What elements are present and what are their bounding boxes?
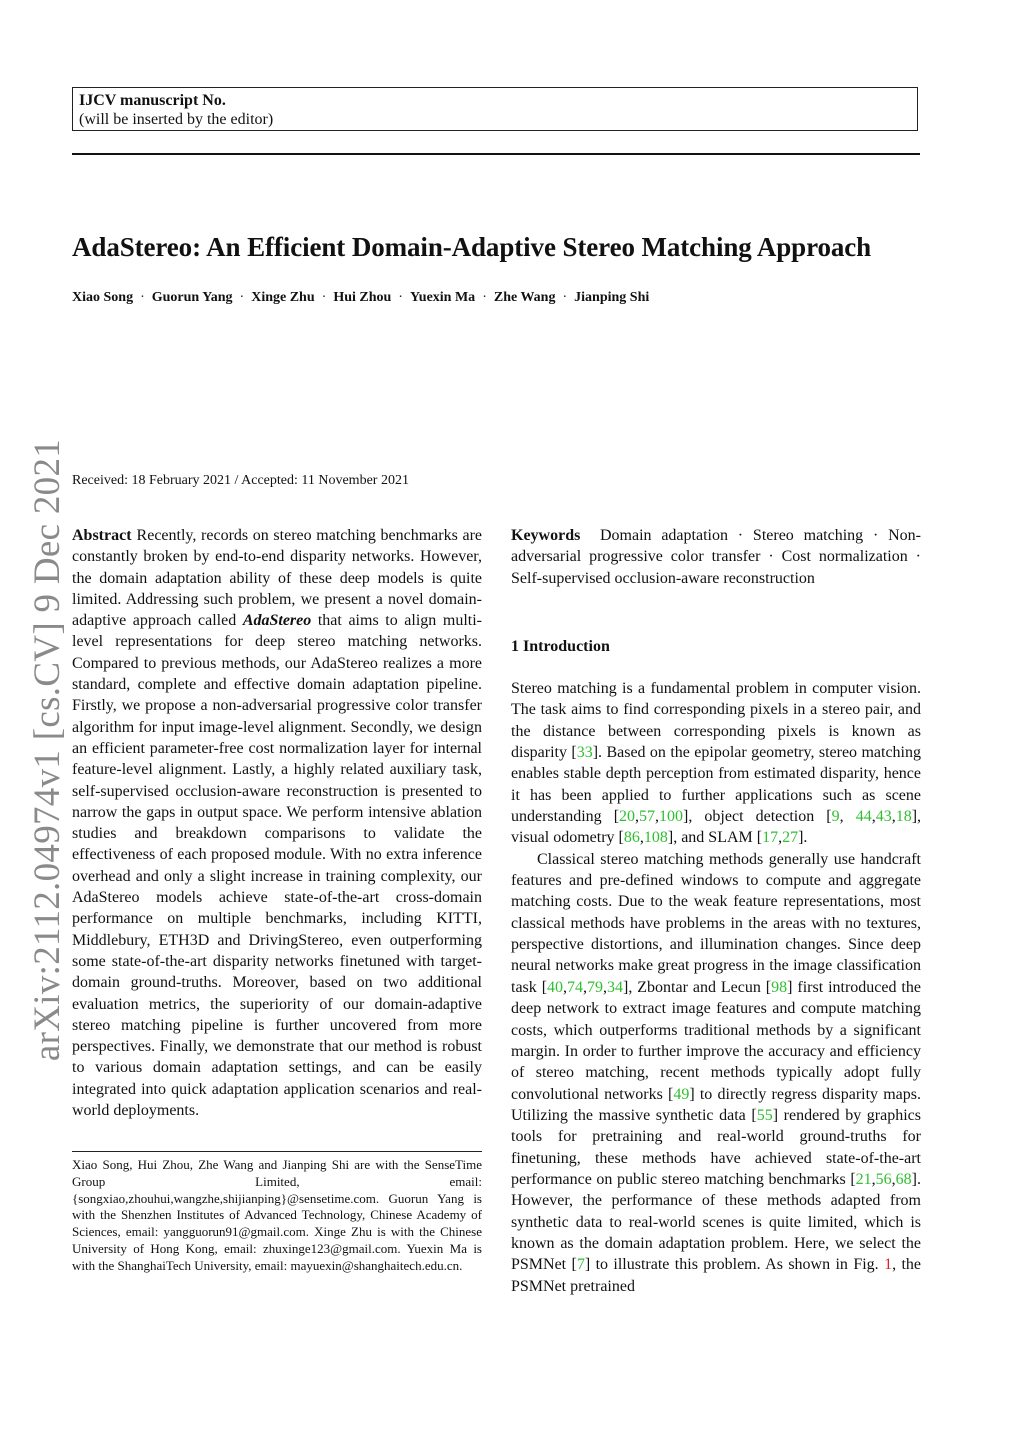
citation-link[interactable]: 68 (895, 1170, 912, 1188)
author: Zhe Wang (493, 290, 556, 305)
author: Jianping Shi (574, 290, 650, 305)
intro-text-run: , (635, 808, 640, 826)
abstract-section (72, 525, 482, 1121)
citation-link[interactable]: 33 (576, 744, 593, 762)
intro-text-run: , (871, 808, 876, 826)
manuscript-label: IJCV manuscript No. (79, 92, 226, 109)
received-date: Received: 18 February 2021 / Accepted: 11 November 2021 (72, 473, 409, 488)
citation-link[interactable]: 74 (567, 978, 584, 996)
intro-text-run: ] to illustrate this problem. As shown in Fig. (584, 1256, 885, 1274)
intro-text-run: ], and SLAM [ (667, 829, 763, 847)
abstract-label: Abstract (72, 527, 132, 544)
intro-text-run: ]. However, the performance of these methods adapted from synthetic data to real-world scenes is quite limited, which is known as the domain adaptation problem. Here, we select the PSMNet [ (511, 1170, 921, 1274)
intro-text-run: Stereo matching is a fundamental problem in computer vision. The task aims to find corresponding pixels in a stereo pair, and the distance between corresponding pixels is known as disparity [ (511, 680, 921, 762)
abstract-text: Recently, records on stereo matching benchmarks are constantly broken by end-to-end disparity networks. However, the domain adaptation ability of these deep models is quite limited. Addressing such problem, we present a novel domain-adaptive approach called (72, 527, 482, 630)
intro-text-run: , (583, 978, 588, 996)
citation-link[interactable]: 43 (875, 808, 892, 826)
citation-link[interactable]: 98 (771, 978, 788, 996)
footnote-rule (72, 1151, 482, 1152)
citation-link[interactable]: 9 (831, 808, 840, 826)
citation-link[interactable]: 44 (855, 808, 872, 826)
intro-text-run: , (891, 1170, 896, 1188)
author: Guorun Yang (151, 290, 233, 305)
manuscript-box (72, 87, 918, 131)
intro-text-run: ], object detection [ (683, 808, 832, 826)
intro-text-run: ], visual odometry [ (511, 808, 922, 847)
intro-text-run: ] rendered by graphics tools for pretraining and real-world ground-truths for finetuning, these methods have achieved state-of-the-art performance on public stereo matching benchmarks [ (511, 1106, 922, 1188)
citation-link[interactable]: 20 (619, 808, 636, 826)
citation-link[interactable]: 27 (782, 829, 799, 847)
intro-text-run: , (778, 829, 783, 847)
keywords-section (511, 525, 921, 589)
figure-ref-link[interactable]: 1 (884, 1256, 893, 1274)
intro-text-run: ] to directly regress disparity maps. Utilizing the massive synthetic data [ (511, 1085, 921, 1124)
intro-text-run: ] first introduced the deep network to extract image features and compute matching costs, which outperforms traditional methods by a significant margin. In order to further improve the accuracy and efficiency of stereo matching, recent methods typically adopt fully convolutional networks [ (511, 978, 921, 1103)
citation-link[interactable]: 18 (895, 808, 912, 826)
intro-text-run: , (603, 978, 608, 996)
intro-text-run: ], Zbontar and Lecun [ (623, 978, 772, 996)
citation-link[interactable]: 40 (547, 978, 564, 996)
citation-link[interactable]: 79 (587, 978, 604, 996)
intro-text-run: , (839, 808, 856, 826)
intro-text-run: , (655, 808, 660, 826)
intro-text-run: , (871, 1170, 876, 1188)
citation-link[interactable]: 86 (623, 829, 640, 847)
intro-text-run: , the PSMNet pretrained (511, 1256, 922, 1295)
citation-link[interactable]: 57 (639, 808, 656, 826)
author: Xiao Song (72, 290, 134, 305)
affiliation-footnote: Xiao Song, Hui Zhou, Zhe Wang and Jianping Shi are with the SenseTime Group Limited, email: {songxiao,zhouhui,wangzhe,shijianping}@sensetime.com. Guorun Yang is with the Shenzhen Institutes of Advanced Technology, Chinese Academy of Sciences, email: yangguorun91@gmail.com. Xinge Zhu is with the Chinese University of Hong Kong, email: zhuxinge123@gmail.com. Yuexin Ma is with the ShanghaiTech University, email: mayuexin@shanghaitech.edu.cn. (72, 1157, 482, 1273)
manuscript-note: (will be inserted by the editor) (79, 111, 274, 128)
citation-link[interactable]: 49 (673, 1085, 690, 1103)
author: Hui Zhou (333, 290, 392, 305)
intro-body (511, 678, 921, 1297)
abstract-text-cont: that aims to align multi-level representations for deep stereo matching networks. Compared to previous methods, our AdaStereo realizes a more standard, complete and effective domain adaptation pipeline. Firstly, we propose a non-adversarial progressive color transfer algorithm for input image-level alignment. Secondly, we design an efficient parameter-free cost normalization layer for internal feature-level alignment. Lastly, a highly related auxiliary task, self-supervised occlusion-aware reconstruction is presented to narrow the gaps in output space. We perform intensive ablation studies and breakdown comparisons to validate the effectiveness of each proposed module. With no extra inference overhead and only a slight increase in training complexity, our AdaStereo models achieve state-of-the-art cross-domain performance on multiple benchmarks, including KITTI, Middlebury, ETH3D and DrivingStereo, even outperforming some state-of-the-art disparity networks finetuned with target-domain ground-truths. Moreover, based on two additional evaluation metrics, the superiority of our domain-adaptive stereo matching pipeline is further uncovered from more perspectives. Finally, we demonstrate that our method is robust to various domain adaptation settings, and can be easily integrated into quick adaptation application scenarios and real-world deployments. (72, 612, 482, 1120)
method-name: AdaStereo (242, 612, 312, 630)
author: Yuexin Ma (409, 290, 476, 305)
author-list: Xiao Song · Guorun Yang · Xinge Zhu · Hui Zhou · Yuexin Ma · Zhe Wang · Jianping Shi (72, 290, 650, 305)
intro-text-run: , (891, 808, 896, 826)
intro-paragraph (511, 678, 921, 849)
arxiv-watermark: arXiv:2112.04974v1 [cs.CV] 9 Dec 2021 (27, 438, 68, 1062)
keywords-label: Keywords (511, 527, 581, 544)
citation-link[interactable]: 55 (756, 1106, 773, 1124)
intro-text-run: ]. (798, 829, 808, 847)
citation-link[interactable]: 108 (643, 829, 668, 847)
paper-title: AdaStereo: An Efficient Domain-Adaptive Stereo Matching Approach (72, 232, 872, 262)
citation-link[interactable]: 17 (762, 829, 779, 847)
intro-paragraph (511, 849, 921, 1297)
keywords-text: Domain adaptation · Stereo matching · Non-adversarial progressive color transfer · Cost normalization · Self-supervised occlusion-aware reconstruction (511, 527, 922, 587)
citation-link[interactable]: 56 (875, 1170, 892, 1188)
citation-link[interactable]: 34 (607, 978, 624, 996)
intro-text-run: , (563, 978, 568, 996)
intro-heading: 1 Introduction (511, 638, 610, 655)
intro-text-run: ]. Based on the epipolar geometry, stereo matching enables stable depth perception from estimated disparity, hence it has been applied to further applications such as scene understanding [ (511, 744, 921, 826)
citation-link[interactable]: 21 (855, 1170, 872, 1188)
intro-text-run: Classical stereo matching methods generally use handcraft features and pre-defined windows to compute and aggregate matching costs. Due to the weak feature representations, most classical methods have problems in the areas with no textures, perspective distortions, and illumination changes. Since deep neural networks make great progress in the image classification task [ (511, 850, 921, 996)
citation-link[interactable]: 7 (576, 1256, 585, 1274)
intro-text-run: , (639, 829, 644, 847)
author: Xinge Zhu (251, 290, 315, 305)
citation-link[interactable]: 100 (659, 808, 684, 826)
header-rule (72, 153, 920, 155)
